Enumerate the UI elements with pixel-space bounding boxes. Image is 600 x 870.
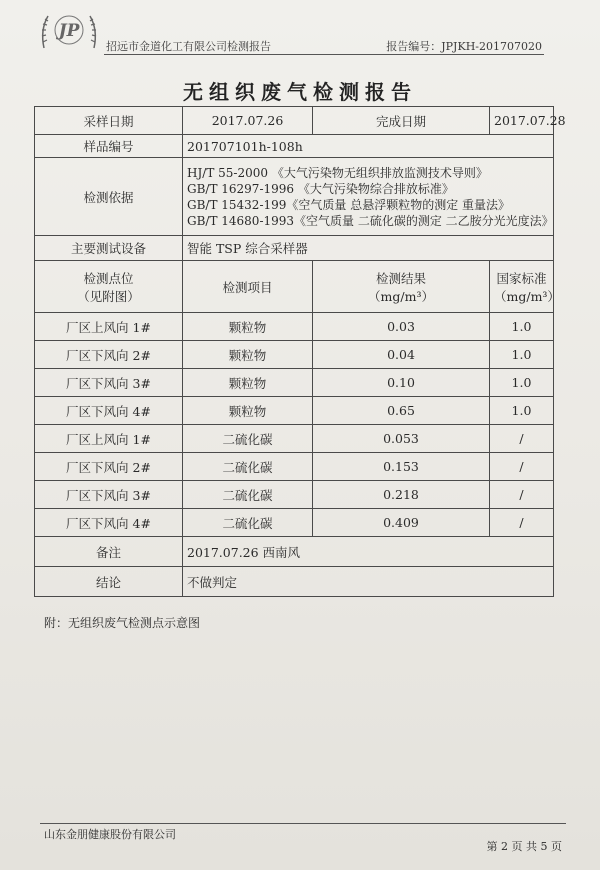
basis-item: HJ/T 55-2000 《大气污染物无组织排放监测技术导则》 bbox=[187, 165, 488, 180]
report-title: 无组织废气检测报告 bbox=[183, 80, 417, 104]
row-standard: 1.0 bbox=[490, 397, 554, 425]
table-row bbox=[35, 509, 554, 537]
footer-rule bbox=[40, 823, 566, 824]
footer-company: 山东金朋健康股份有限公司 bbox=[44, 828, 176, 841]
table-row bbox=[35, 397, 554, 425]
jp-logo-icon bbox=[38, 8, 100, 52]
row-item: 颗粒物 bbox=[183, 397, 313, 425]
row-item: 二硫化碳 bbox=[183, 425, 313, 453]
row-point: 厂区下风向 3# bbox=[35, 369, 183, 397]
svg-text:JP: JP bbox=[58, 21, 80, 41]
sample-number-row bbox=[35, 135, 554, 158]
equipment-label: 主要测试设备 bbox=[35, 236, 183, 261]
header-rule bbox=[104, 54, 544, 55]
row-result: 0.153 bbox=[313, 453, 490, 481]
remarks-label: 备注 bbox=[35, 537, 183, 567]
row-point: 厂区下风向 4# bbox=[35, 397, 183, 425]
row-result: 0.409 bbox=[313, 509, 490, 537]
finish-date-label: 完成日期 bbox=[313, 107, 490, 135]
row-point: 厂区下风向 2# bbox=[35, 453, 183, 481]
basis-item: GB/T 14680-1993《空气质量 二硫化碳的测定 二乙胺分光光度法》 bbox=[187, 213, 554, 228]
row-result: 0.10 bbox=[313, 369, 490, 397]
row-item: 颗粒物 bbox=[183, 369, 313, 397]
row-item: 颗粒物 bbox=[183, 341, 313, 369]
sample-number-label: 样品编号 bbox=[35, 135, 183, 158]
header-standard-line1: 国家标准 bbox=[496, 270, 547, 286]
basis-list bbox=[183, 158, 554, 236]
table-row bbox=[35, 313, 554, 341]
row-standard: / bbox=[490, 425, 554, 453]
header-result-line2: （mg/m³） bbox=[368, 288, 434, 304]
table-row bbox=[35, 425, 554, 453]
header-company: 招远市金道化工有限公司检测报告 bbox=[106, 40, 271, 53]
row-standard: 1.0 bbox=[490, 313, 554, 341]
row-item: 二硫化碳 bbox=[183, 481, 313, 509]
row-standard: 1.0 bbox=[490, 369, 554, 397]
remarks-value: 2017.07.26 西南风 bbox=[183, 537, 554, 567]
basis-item: GB/T 16297-1996 《大气污染物综合排放标准》 bbox=[187, 181, 454, 196]
header-point-line1: 检测点位 bbox=[83, 270, 134, 286]
header-item: 检测项目 bbox=[183, 261, 313, 313]
header-standard-line2: （mg/m³） bbox=[494, 288, 560, 304]
table-row bbox=[35, 453, 554, 481]
table-row bbox=[35, 369, 554, 397]
row-result: 0.03 bbox=[313, 313, 490, 341]
row-standard: / bbox=[490, 481, 554, 509]
row-item: 颗粒物 bbox=[183, 313, 313, 341]
row-standard: / bbox=[490, 509, 554, 537]
row-item: 二硫化碳 bbox=[183, 509, 313, 537]
footer-page-number: 第 2 页 共 5 页 bbox=[486, 840, 562, 853]
conclusion-label: 结论 bbox=[35, 567, 183, 597]
row-point: 厂区下风向 3# bbox=[35, 481, 183, 509]
row-standard: / bbox=[490, 453, 554, 481]
table-row bbox=[35, 341, 554, 369]
conclusion-value: 不做判定 bbox=[183, 567, 554, 597]
row-result: 0.65 bbox=[313, 397, 490, 425]
equipment-value: 智能 TSP 综合采样器 bbox=[183, 236, 554, 261]
sampling-date-value: 2017.07.26 bbox=[183, 107, 313, 135]
row-point: 厂区上风向 1# bbox=[35, 425, 183, 453]
header-standard bbox=[490, 261, 560, 313]
header-point-line2: （见附图） bbox=[77, 288, 140, 304]
basis-item: GB/T 15432-199《空气质量 总悬浮颗粒物的测定 重量法》 bbox=[187, 197, 511, 212]
header-result-line1: 检测结果 bbox=[375, 270, 426, 286]
row-result: 0.218 bbox=[313, 481, 490, 509]
table-row bbox=[35, 481, 554, 509]
basis-label: 检测依据 bbox=[35, 158, 183, 236]
sampling-date-label: 采样日期 bbox=[35, 107, 183, 135]
basis-row bbox=[35, 158, 554, 236]
sample-number-value: 201707101h-108h bbox=[183, 135, 554, 158]
report-table bbox=[34, 106, 566, 597]
row-standard: 1.0 bbox=[490, 341, 554, 369]
remarks-row bbox=[35, 537, 554, 567]
row-point: 厂区上风向 1# bbox=[35, 313, 183, 341]
row-point: 厂区下风向 2# bbox=[35, 341, 183, 369]
row-point: 厂区下风向 4# bbox=[35, 509, 183, 537]
row-result: 0.04 bbox=[313, 341, 490, 369]
row-item: 二硫化碳 bbox=[183, 453, 313, 481]
attachment-note: 附：无组织废气检测点示意图 bbox=[44, 616, 201, 630]
equipment-row bbox=[35, 236, 554, 261]
conclusion-row bbox=[35, 567, 554, 597]
row-result: 0.053 bbox=[313, 425, 490, 453]
header-result bbox=[313, 261, 490, 313]
finish-date-value: 2017.07.28 bbox=[490, 107, 554, 135]
sampling-date-row bbox=[35, 107, 554, 135]
table-header-row bbox=[35, 261, 554, 313]
header-point bbox=[35, 261, 183, 313]
header-report-number: 报告编号：JPJKH-201707020 bbox=[386, 40, 542, 53]
